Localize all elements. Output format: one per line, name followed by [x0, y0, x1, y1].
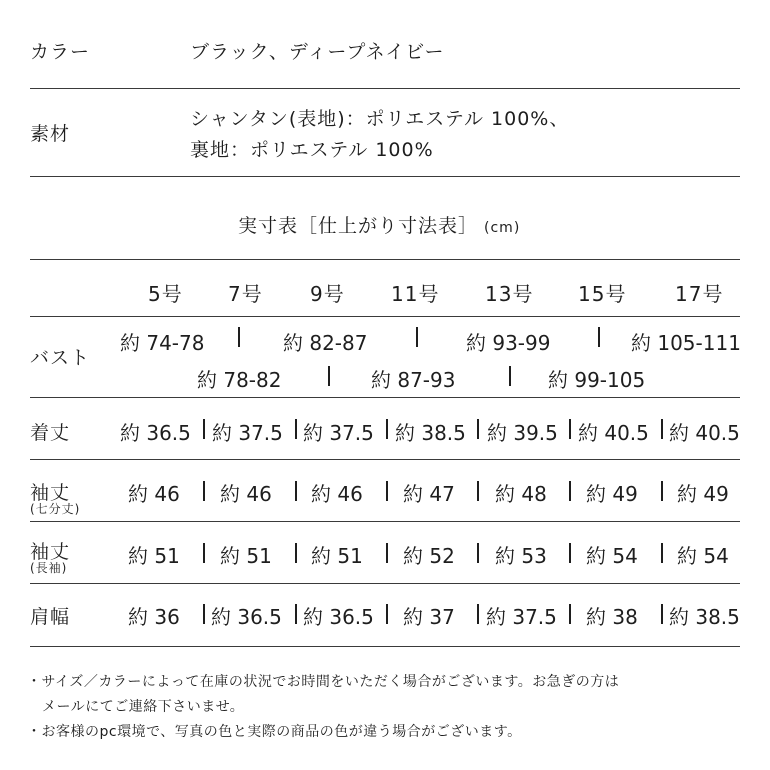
note-line-1: ・サイズ／カラーによって在庫の状況でお時間をいただく場合がございます。お急ぎの方は [27, 674, 620, 690]
size-header: 13号 [485, 282, 534, 306]
sleeve-34-value: 約 48 [495, 482, 547, 506]
sleeve-long-value: 約 54 [677, 544, 729, 568]
separator [203, 543, 205, 563]
size-table-title-text: 実寸表［仕上がり寸法表］ [238, 215, 479, 237]
separator [477, 481, 479, 501]
sleeve-34-sublabel: (七分丈) [30, 502, 81, 516]
bust-value: 約 78-82 [197, 368, 282, 392]
separator [295, 481, 297, 501]
separator [569, 543, 571, 563]
note-line-2: メールにてご連絡下さいませ。 [42, 699, 245, 715]
divider [30, 397, 740, 398]
divider [30, 646, 740, 647]
sleeve-long-sublabel: (長袖) [30, 561, 68, 575]
separator [477, 419, 479, 439]
sleeve-long-value: 約 51 [128, 544, 180, 568]
separator [477, 543, 479, 563]
separator [509, 366, 511, 386]
sleeve-long-value: 約 51 [220, 544, 272, 568]
sleeve-34-value: 約 49 [586, 482, 638, 506]
separator [598, 327, 600, 347]
length-label: 着丈 [30, 422, 71, 444]
bust-value: 約 74-78 [120, 331, 205, 355]
bust-value: 約 105-111 [631, 331, 741, 355]
sleeve-long-value: 約 54 [586, 544, 638, 568]
material-line-1: シャンタン(表地)：ポリエステル 100%、 [190, 108, 570, 130]
separator [238, 327, 240, 347]
separator [328, 366, 330, 386]
length-value: 約 40.5 [669, 421, 740, 445]
sleeve-34-value: 約 47 [403, 482, 455, 506]
divider [30, 316, 740, 317]
bust-label: バスト [30, 347, 91, 369]
length-value: 約 37.5 [303, 421, 374, 445]
separator [386, 481, 388, 501]
size-header: 7号 [228, 282, 263, 306]
separator [661, 604, 663, 624]
bust-value: 約 93-99 [466, 331, 551, 355]
color-label: カラー [30, 41, 91, 63]
color-value: ブラック、ディープネイビー [190, 41, 445, 63]
separator [386, 419, 388, 439]
sleeve-34-value: 約 46 [311, 482, 363, 506]
separator [661, 481, 663, 501]
separator [295, 604, 297, 624]
sleeve-long-value: 約 52 [403, 544, 455, 568]
length-value: 約 39.5 [487, 421, 558, 445]
separator [661, 543, 663, 563]
note-line-3: ・お客様のpc環境で、写真の色と実際の商品の色が違う場合がございます。 [27, 724, 522, 740]
separator [661, 419, 663, 439]
separator [295, 419, 297, 439]
material-label: 素材 [30, 123, 71, 145]
separator [203, 481, 205, 501]
sleeve-long-value: 約 51 [311, 544, 363, 568]
shoulder-value: 約 37.5 [486, 605, 557, 629]
size-header: 17号 [675, 282, 724, 306]
sleeve-34-label: 袖丈 [30, 482, 71, 504]
separator [477, 604, 479, 624]
divider [30, 459, 740, 460]
size-table-unit: (cm) [484, 220, 521, 236]
shoulder-value: 約 37 [403, 605, 455, 629]
separator [386, 604, 388, 624]
sleeve-34-value: 約 46 [220, 482, 272, 506]
shoulder-value: 約 38 [586, 605, 638, 629]
bust-value: 約 87-93 [371, 368, 456, 392]
size-header: 9号 [310, 282, 345, 306]
shoulder-value: 約 38.5 [669, 605, 740, 629]
separator [203, 419, 205, 439]
separator [569, 481, 571, 501]
divider [30, 88, 740, 89]
divider [30, 259, 740, 260]
separator [203, 604, 205, 624]
bust-value: 約 99-105 [548, 368, 646, 392]
separator [569, 419, 571, 439]
size-header: 11号 [391, 282, 440, 306]
divider [30, 583, 740, 584]
material-line-2: 裏地：ポリエステル 100% [190, 139, 434, 161]
divider [30, 176, 740, 177]
sleeve-long-label: 袖丈 [30, 541, 71, 563]
size-header: 5号 [148, 282, 183, 306]
separator [569, 604, 571, 624]
length-value: 約 40.5 [578, 421, 649, 445]
length-value: 約 36.5 [120, 421, 191, 445]
sleeve-34-value: 約 49 [677, 482, 729, 506]
shoulder-value: 約 36.5 [211, 605, 282, 629]
length-value: 約 38.5 [395, 421, 466, 445]
separator [386, 543, 388, 563]
size-header: 15号 [578, 282, 627, 306]
shoulder-value: 約 36.5 [303, 605, 374, 629]
shoulder-value: 約 36 [128, 605, 180, 629]
size-table-title [238, 211, 520, 238]
length-value: 約 37.5 [212, 421, 283, 445]
divider [30, 521, 740, 522]
shoulder-label: 肩幅 [30, 606, 71, 628]
sleeve-long-value: 約 53 [495, 544, 547, 568]
sleeve-34-value: 約 46 [128, 482, 180, 506]
bust-value: 約 82-87 [283, 331, 368, 355]
separator [295, 543, 297, 563]
separator [416, 327, 418, 347]
